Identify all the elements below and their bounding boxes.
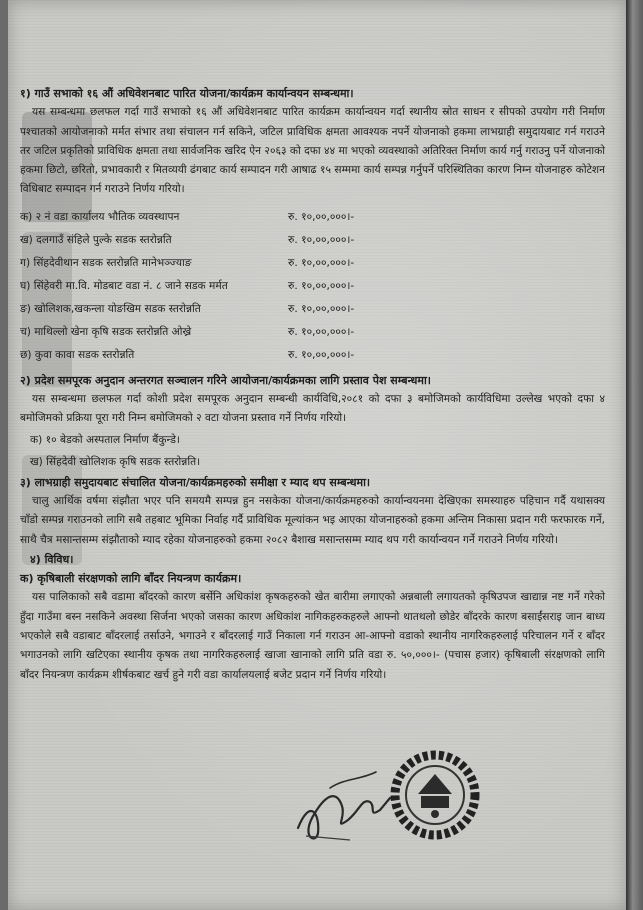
document-body bbox=[20, 84, 605, 685]
item-label: ङ) खोलिशक,खकन्ला योङखिम सडक स्तरोन्नति bbox=[20, 302, 201, 315]
list-item bbox=[20, 275, 605, 298]
list-item bbox=[20, 321, 605, 344]
list-item bbox=[20, 298, 605, 321]
section4-heading: ४) विविध। bbox=[30, 552, 74, 566]
item-amount: रु. १०,००,०००।- bbox=[288, 256, 355, 269]
item-amount: रु. १०,००,०००।- bbox=[288, 210, 355, 223]
list-item bbox=[20, 206, 605, 229]
section1-list bbox=[20, 206, 605, 367]
section4-subheading: क) कृषिबाली संरक्षणको लागि बाँदर नियन्त्रण कार्यक्रम। bbox=[20, 572, 242, 586]
item-amount: रु. १०,००,०००।- bbox=[288, 302, 355, 315]
list-item bbox=[20, 229, 605, 252]
item-label: च) माथिल्लो खेना कृषि सडक स्तरोन्नति ओख्रे bbox=[20, 325, 192, 338]
item-label: क) २ नं वडा कार्यालय भौतिक व्यवस्थापन bbox=[20, 210, 180, 223]
section3-heading: ३) लाभग्राही समुदायबाट संचालित योजना/कार्यक्रमहरुको समीक्षा र म्याद थप सम्बन्धमा। bbox=[20, 475, 371, 489]
list-item bbox=[20, 252, 605, 275]
item-amount: रु. १०,००,०००।- bbox=[288, 348, 355, 361]
item-amount: रु. १०,००,०००।- bbox=[288, 279, 355, 292]
signature bbox=[290, 758, 400, 848]
section2-heading: २) प्रदेश समपूरक अनुदान अन्तरगत सञ्चालन गरिने आयोजना/कार्यक्रमका लागि प्रस्ताव पेश सम्बन्धमा। bbox=[20, 373, 431, 387]
item-label: ख) दलगाउँ संहिले पुल्के सडक स्तरोन्नति bbox=[20, 233, 172, 246]
section1-heading: १) गाउँ सभाको १६ औं अधिवेशनबाट पारित योजना/कार्यक्रम कार्यान्वयन सम्बन्धमा। bbox=[20, 87, 354, 100]
item-amount: रु. १०,००,०००।- bbox=[288, 325, 355, 338]
official-seal bbox=[388, 748, 483, 843]
section1-paragraph: यस सम्बन्धमा छलफल गर्दा गाउँ सभाको १६ औं अधिवेशनबाट पारित कार्यक्रम कार्यान्वयन गर्दा स्थानीय स्रोत साधन र सीपको उपयोग गरी निर्माण पश्चातको आयोजनाको मर्मत संभार तथा संचालन गर्न सकिने, जटिल प्राविधिक क्षमता आवश्यक नपर्ने योजनाको हकमा लाभग्राही समुदायबाट गर्न गराउने तर जटिल प्रकृतिको प्राविधिक क्षमता तथा सार्वजनिक खरिद ऐन २०६३ को दफा ४४ मा भएको व्यवस्थाको अतिरिक्त निर्माण कार्य गर्नु गराउनु पर्ने योजनाको हकमा छिटो, छरितो, प्रभावकारी र मितव्ययी ढंगबाट कार्य सम्पादन गरी आषाढ १५ सम्ममा कार्य सम्पन्न गर्नुपर्ने परिस्थितिका कारण निम्न योजनाहरु कोटेशन विधिबाट सम्पादन गर्न गराउने निर्णय गरियो। bbox=[20, 106, 605, 196]
section2-item: क) १० बेडको अस्पताल निर्माण बैंकुन्डे। bbox=[30, 433, 180, 446]
item-label: घ) सिंहेवरी मा.वि. मोडबाट वडा नं. ८ जाने सडक मर्मत bbox=[20, 279, 228, 292]
section3-paragraph: चालु आर्थिक वर्षमा संझौता भएर पनि समयमै सम्पन्न हुन नसकेका योजना/कार्यक्रमहरुको कार्यान्वयनमा देखिएका समस्याहरु पहिचान गर्दै यथासक्य चाँडो सम्पन्न गराउनको लागि सबै तहबाट भूमिका निर्वाह गर्दै प्राविधिक मूल्यांकन भइ आएका योजनाहरुको हकमा अन्तिम निकासा प्रदान गरी फरफारक गर्ने, साथै चैत्र मसान्तसम्म संझौताको म्याद रहेका योजनाहरुको हकमा २०८२ बैशाख मसान्तसम्म म्याद थप गरी कार्यान्वयन गर्ने गराउने निर्णय गरियो। bbox=[20, 494, 605, 546]
scan-edge-shadow bbox=[626, 0, 643, 910]
item-amount: रु. १०,००,०००।- bbox=[288, 233, 355, 246]
section4-paragraph: यस पालिकाको सबै वडामा बाँदरको कारण बर्सेनि अधिकांश कृषकहरुको खेत बारीमा लगाएको अन्नबाली लगायतको कृषिउपज खाद्यान्न नष्ट गर्ने गरेको हुँदा गाउँमा बस्न नसकिने अवस्था सिर्जना भएको जसका कारण अधिकांश नागिकहरुकहरुले आफ्नो थातथलो छोडेर बाँदरके कारण बसाईंसराइ जान बाध्य भएकोले सबै वडाबाट बाँदरलाई तर्साउने, भगाउने र बाँदरलाई गाउँ निकाला गर्न गराउन आ-आफ्नो वडाको स्थानीय नागरिकहरुलाई परिचालन गर्ने र बाँदर भगाउनको लागि खटिएका स्थानीय कृषक तथा नागरिकहरुलाई खाजा खानाको लागि प्रति वडा रु. ५०,०००।- (पचास हजार) कृषिबाली संरक्षणको लागि बाँदर नियन्त्रण कार्यक्रम शीर्षकबाट खर्च हुने गरी वडा कार्यालयलाई बजेट प्रदान गर्ने निर्णय गरियो। bbox=[20, 591, 605, 681]
section2-paragraph: यस सम्बन्धमा छलफल गर्दा कोशी प्रदेश समपूरक अनुदान सम्बन्धी कार्यविधि,२०८१ को दफा ३ बमोजिमको कार्यविधिमा उल्लेख भएको दफा ४ बमोजिमको प्रक्रिया पूरा गरी निम्न बमोजिमको २ वटा योजना प्रस्ताव गर्ने निर्णय गरियो। bbox=[20, 393, 605, 425]
section2-item: ख) सिंहदेवी खोलिशक कृषि सडक स्तरोन्नति। bbox=[30, 455, 201, 468]
item-label: ग) सिंहदेवीथान सडक स्तरोन्नति मानेभञ्ज्याङ bbox=[20, 256, 192, 269]
item-label: छ) कुवा कावा सडक स्तरोन्नति bbox=[20, 348, 135, 361]
list-item bbox=[20, 344, 605, 367]
